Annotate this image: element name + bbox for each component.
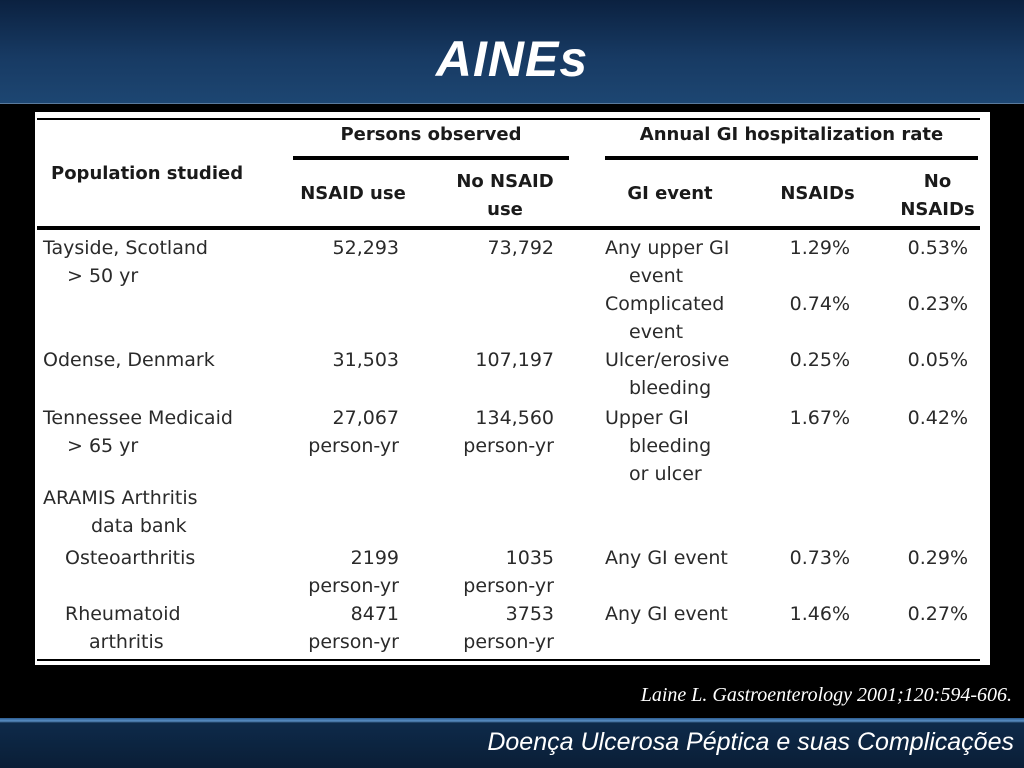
cell-nsaid-use [275, 346, 399, 374]
cell-no-nsaids-rate [880, 290, 968, 318]
cell-no-nsaid-use [420, 234, 554, 262]
cell-line: bleeding [629, 435, 712, 457]
cell-line: 1035 [505, 547, 554, 569]
cell-line: 52,293 [332, 237, 399, 259]
cell-line: Tayside, Scotland [43, 237, 208, 259]
cell-line: 0.53% [907, 237, 968, 259]
col-header-population: Population studied [51, 163, 244, 184]
cell-nsaid-use [275, 544, 399, 600]
cell-line: Rheumatoid [65, 603, 181, 625]
cell-line: Ulcer/erosive [605, 349, 730, 371]
cell-no-nsaids-rate [880, 544, 968, 572]
cell-line: ARAMIS Arthritis [43, 487, 198, 509]
cell-line: 73,792 [487, 237, 554, 259]
col-header-nsaids [765, 180, 870, 208]
cell-line: 2199 [350, 547, 399, 569]
col-header-line: NSAID use [300, 183, 406, 204]
cell-line: > 50 yr [67, 265, 139, 287]
cell-line: 3753 [505, 603, 554, 625]
cell-nsaid-use [275, 234, 399, 262]
cell-line: 1.29% [789, 237, 850, 259]
cell-line: 0.05% [907, 349, 968, 371]
header-bottom-rule [37, 226, 980, 230]
footer-title: Doença Ulcerosa Péptica e suas Complicações [487, 728, 1014, 756]
cell-line: bleeding [629, 377, 712, 399]
cell-line: 31,503 [332, 349, 399, 371]
cell-line: Any upper GI [605, 237, 730, 259]
data-table [35, 112, 990, 665]
cell-nsaids-rate [765, 290, 850, 318]
table-top-rule [37, 118, 980, 120]
cell-no-nsaids-rate [880, 600, 968, 628]
cell-population [43, 484, 293, 540]
cell-line: Tennessee Medicaid [43, 407, 233, 429]
group-header-persons-observed: Persons observed [340, 124, 522, 145]
cell-line: 0.23% [907, 293, 968, 315]
cell-line: data bank [91, 515, 187, 537]
cell-line: Osteoarthritis [65, 547, 196, 569]
cell-line: 0.42% [907, 407, 968, 429]
citation: Laine L. Gastroenterology 2001;120:594-606. [640, 684, 1012, 706]
cell-line: 8471 [350, 603, 399, 625]
col-header-line: GI event [627, 183, 713, 204]
cell-line: 1.46% [789, 603, 850, 625]
cell-gi-event [605, 234, 765, 290]
cell-line: 0.29% [907, 547, 968, 569]
slide-title: AINEs [435, 31, 589, 87]
cell-line: 27,067 [332, 407, 399, 429]
cell-no-nsaids-rate [880, 346, 968, 374]
cell-nsaids-rate [765, 234, 850, 262]
col-header-gi-event [605, 180, 735, 208]
col-header-line: No [923, 171, 952, 192]
hospitalization-rule [605, 156, 978, 160]
cell-line: or ulcer [629, 463, 702, 485]
cell-line: person-yr [308, 575, 399, 597]
cell-line: person-yr [463, 631, 554, 653]
cell-no-nsaid-use [420, 346, 554, 374]
cell-line: event [629, 321, 684, 343]
cell-no-nsaid-use [420, 404, 554, 460]
cell-line: 0.27% [907, 603, 968, 625]
cell-no-nsaids-rate [880, 404, 968, 432]
cell-line: 1.67% [789, 407, 850, 429]
cell-gi-event [605, 600, 765, 628]
col-header-line: NSAIDs [780, 183, 855, 204]
cell-nsaids-rate [765, 544, 850, 572]
cell-no-nsaid-use [420, 600, 554, 656]
cell-nsaid-use [275, 404, 399, 460]
col-header-no-nsaid-use [440, 168, 570, 224]
cell-line: event [629, 265, 684, 287]
cell-line: arthritis [89, 631, 164, 653]
cell-line: person-yr [308, 631, 399, 653]
cell-gi-event [605, 544, 765, 572]
col-header-no-nsaids [885, 168, 990, 224]
cell-line: 134,560 [475, 407, 554, 429]
cell-population [43, 404, 293, 460]
col-header-line: NSAIDs [900, 199, 975, 220]
table-bottom-rule [37, 659, 980, 661]
cell-population [43, 346, 293, 374]
cell-nsaids-rate [765, 600, 850, 628]
cell-line: Complicated [605, 293, 725, 315]
cell-gi-event [605, 346, 765, 402]
cell-population [43, 234, 293, 290]
cell-line: Any GI event [605, 547, 728, 569]
cell-nsaids-rate [765, 346, 850, 374]
cell-line: 0.73% [789, 547, 850, 569]
cell-line: Any GI event [605, 603, 728, 625]
cell-gi-event [605, 290, 765, 346]
cell-line: Upper GI [605, 407, 689, 429]
group-header-hospitalization-rate: Annual GI hospitalization rate [639, 124, 944, 145]
cell-no-nsaid-use [420, 544, 554, 600]
cell-line: Odense, Denmark [43, 349, 215, 371]
cell-line: person-yr [308, 435, 399, 457]
persons-observed-rule [293, 156, 569, 160]
cell-line: person-yr [463, 435, 554, 457]
cell-no-nsaids-rate [880, 234, 968, 262]
col-header-line: No NSAID [456, 171, 554, 192]
col-header-nsaid-use [293, 180, 413, 208]
cell-gi-event [605, 404, 765, 488]
cell-nsaids-rate [765, 404, 850, 432]
cell-line: > 65 yr [67, 435, 139, 457]
col-header-line: use [487, 199, 523, 220]
cell-line: person-yr [463, 575, 554, 597]
cell-line: 0.25% [789, 349, 850, 371]
cell-line: 107,197 [475, 349, 554, 371]
cell-nsaid-use [275, 600, 399, 656]
cell-line: 0.74% [789, 293, 850, 315]
